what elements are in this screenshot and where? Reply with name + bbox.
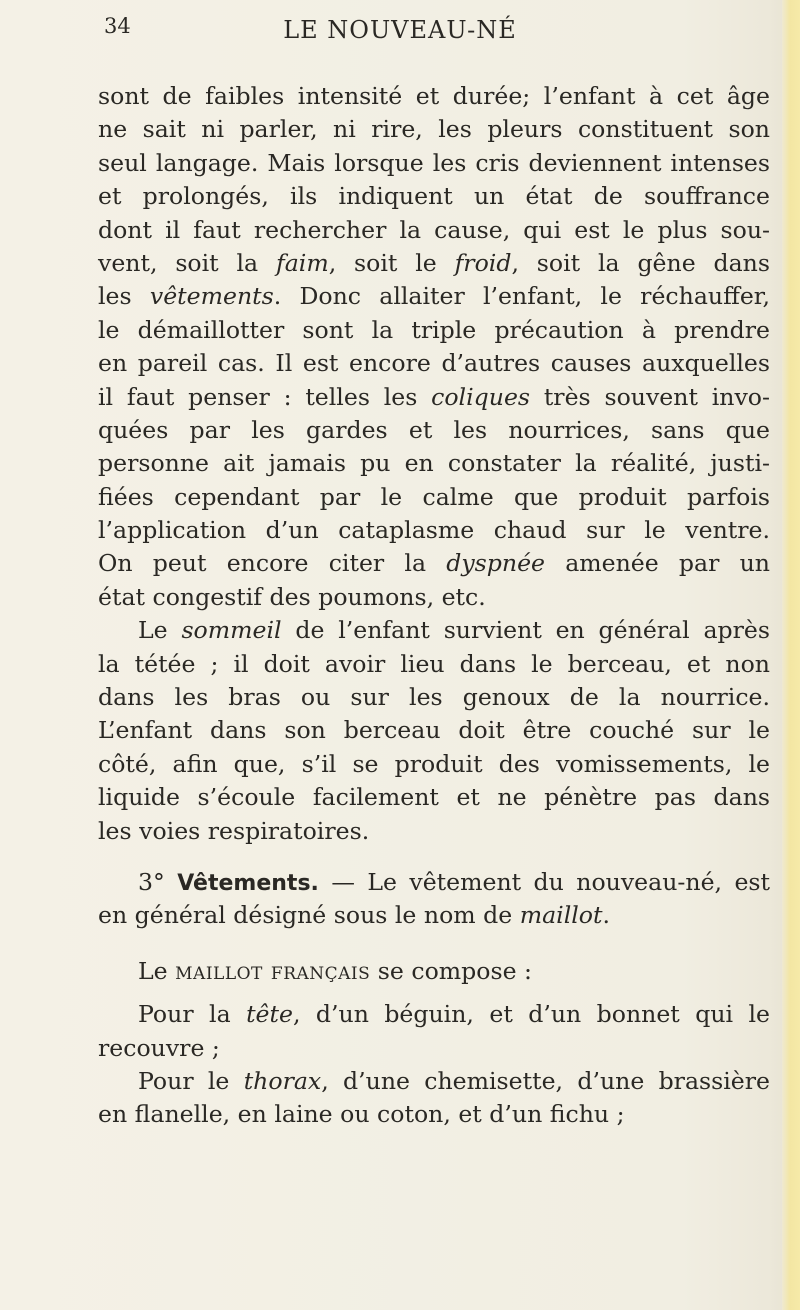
body-text xyxy=(98,80,770,1132)
text-line: Pour le thorax, d’une chemisette, d’une brassière xyxy=(138,1066,770,1095)
italic-term: tête xyxy=(246,1000,293,1029)
text-line: il faut penser : telles les coliques très souvent invo- xyxy=(98,382,770,411)
text-line: dont il faut rechercher la cause, qui est le plus sou- xyxy=(98,215,770,244)
text-line: dans les bras ou sur les genoux de la nourrice. xyxy=(98,683,770,712)
text-line: et prolongés, ils indiquent un état de souffrance xyxy=(98,182,770,211)
running-title: LE NOUVEAU-NÉ xyxy=(283,16,517,44)
page-edge xyxy=(782,0,800,1310)
text-line: seul langage. Mais lorsque les cris deviennent intenses xyxy=(98,148,770,177)
italic-term: maillot xyxy=(519,901,603,930)
text-line: sont de faibles intensité et durée; l’enfant à cet âge xyxy=(98,82,770,110)
italic-term: sommeil xyxy=(181,616,282,645)
text-line: liquide s’écoule facilement et ne pénètre pas dans xyxy=(98,783,770,812)
text-line: en flanelle, en laine ou coton, et d’un fichu ; xyxy=(98,1100,625,1129)
text-line: en général désigné sous le nom de maillot. xyxy=(98,901,610,930)
text-line: ne sait ni parler, ni rire, les pleurs constituent son xyxy=(98,115,770,144)
text-line: fiées cependant par le calme que produit parfois xyxy=(98,482,770,511)
italic-term: coliques xyxy=(431,382,531,411)
text-line: côté, afin que, s’il se produit des vomissements, le xyxy=(98,749,770,778)
text-line: personne ait jamais pu en constater la réalité, justi- xyxy=(98,449,770,478)
text-line: recouvre ; xyxy=(98,1033,220,1062)
text-line: les vêtements. Donc allaiter l’enfant, le réchauffer, xyxy=(98,282,770,311)
text-line: Pour la tête, d’un béguin, et d’un bonnet qui le xyxy=(138,1000,771,1029)
italic-term: vêtements xyxy=(149,282,274,311)
text-line: le démaillotter sont la triple précaution à prendre xyxy=(98,315,770,344)
section-heading: Vêtements. xyxy=(177,870,319,896)
text-line: quées par les gardes et les nourrices, sans que xyxy=(98,415,770,444)
text-line: L’enfant dans son berceau doit être couché sur le xyxy=(98,716,770,745)
text-line: vent, soit la faim, soit le froid, soit la gêne dans xyxy=(98,248,770,277)
section-heading-line: 3° Vêtements. — Le vêtement du nouveau-né, est xyxy=(138,867,770,896)
text-line: état congestif des poumons, etc. xyxy=(98,582,486,611)
text-line: en pareil cas. Il est encore d’autres causes auxquelles xyxy=(98,349,770,378)
italic-term: dyspnée xyxy=(446,549,545,578)
text-line: Le maillot français se compose : xyxy=(138,956,532,985)
text-line: l’application d’un cataplasme chaud sur le ventre. xyxy=(98,516,770,545)
text-line: Le sommeil de l’enfant survient en général après xyxy=(138,616,770,645)
text-line: la tétée ; il doit avoir lieu dans le berceau, et non xyxy=(98,649,770,678)
text-line: On peut encore citer la dyspnée amenée par un xyxy=(98,549,770,578)
italic-term: faim xyxy=(275,248,329,277)
small-caps-term: maillot français xyxy=(175,956,371,985)
page-number: 34 xyxy=(104,14,131,38)
text-line: les voies respiratoires. xyxy=(98,816,370,845)
italic-term: thorax xyxy=(243,1066,322,1095)
italic-term: froid xyxy=(454,248,512,277)
